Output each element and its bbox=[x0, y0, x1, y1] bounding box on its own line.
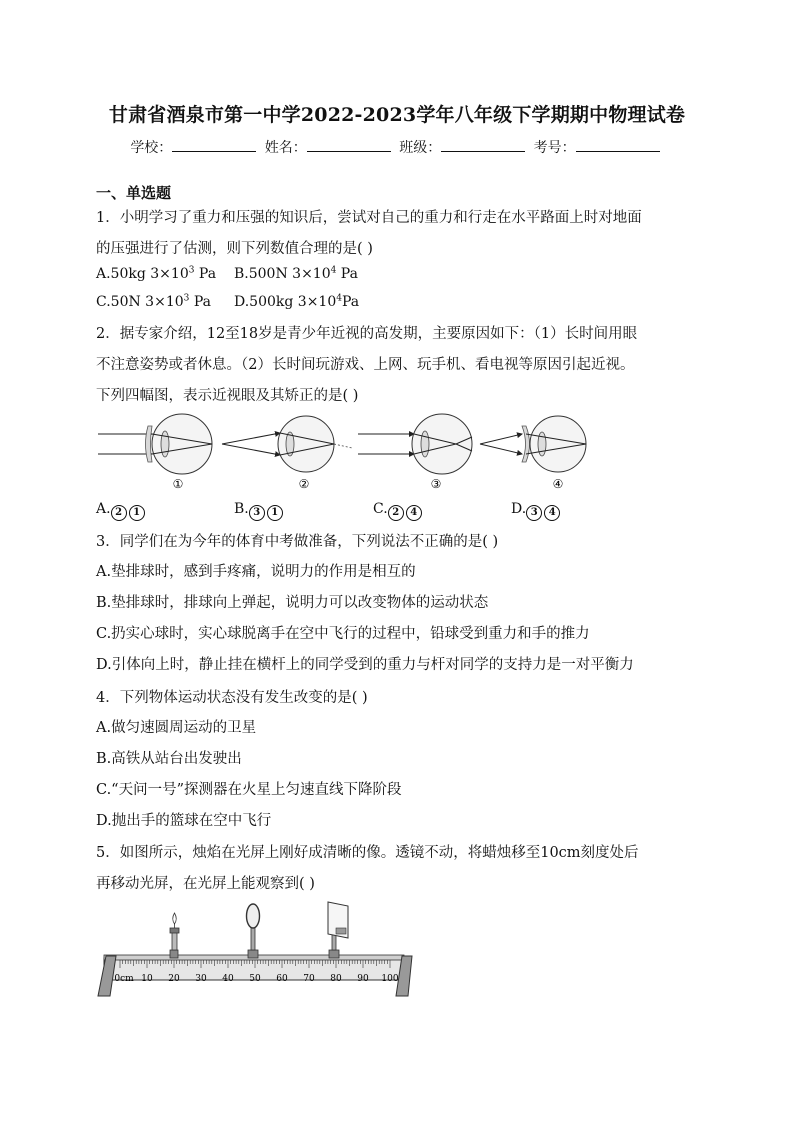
q1-option-a bbox=[96, 266, 216, 282]
name-field[interactable] bbox=[307, 139, 391, 152]
class-label: 班级： bbox=[399, 140, 442, 156]
q3-option-b: B.垫排球时，排球向上弹起，说明力可以改变物体的运动状态 bbox=[96, 595, 489, 611]
ruler-label-10: 10 bbox=[141, 974, 153, 984]
ruler-label-60: 60 bbox=[276, 974, 288, 984]
q1-option-a-exp: 3 bbox=[188, 265, 195, 276]
q1-stem-line1: 1．小明学习了重力和压强的知识后，尝试对自己的重力和行走在水平路面上时对地面 bbox=[96, 210, 642, 226]
q2-option-a-prefix: A. bbox=[96, 501, 111, 517]
eye-label-2: ② bbox=[298, 477, 310, 491]
eye-diagram-3 bbox=[358, 414, 472, 474]
q1-option-d-exp: 4 bbox=[336, 293, 342, 304]
eye-diagram-2 bbox=[222, 416, 352, 472]
q5-stem-line1: 5．如图所示，烛焰在光屏上刚好成清晰的像。透镜不动，将蜡烛移至10cm刻度处后 bbox=[96, 845, 639, 861]
q3-option-d: D.引体向上时，静止挂在横杆上的同学受到的重力与杆对同学的支持力是一对平衡力 bbox=[96, 657, 634, 673]
eye-label-4: ④ bbox=[552, 477, 564, 491]
q1-option-d bbox=[234, 294, 359, 310]
ruler-label-30: 30 bbox=[195, 974, 207, 984]
section-heading: 一、单选题 bbox=[96, 184, 172, 202]
eye-diagrams-figure bbox=[96, 412, 596, 494]
q2-option-a-first: 2 bbox=[111, 505, 127, 521]
ruler-label-90: 90 bbox=[357, 974, 369, 984]
exam-title: 甘肃省酒泉市第一中学2022-2023学年八年级下学期期中物理试卷 bbox=[108, 104, 686, 126]
name-label: 姓名： bbox=[264, 140, 307, 156]
q3-option-a: A.垫排球时，感到手疼痛，说明力的作用是相互的 bbox=[96, 564, 416, 580]
ruler-label-100: 100 bbox=[381, 974, 399, 984]
q1-option-c-text: C.50N 3×10 bbox=[96, 294, 184, 310]
q1-option-d-unit: Pa bbox=[341, 294, 360, 310]
school-field[interactable] bbox=[172, 139, 256, 152]
q4-option-d: D.抛出手的篮球在空中飞行 bbox=[96, 813, 272, 829]
q2-option-c-first: 2 bbox=[388, 505, 404, 521]
exam-number-field[interactable] bbox=[576, 139, 660, 152]
q2-stem-line2: 不注意姿势或者休息。（2）长时间玩游戏、上网、玩手机、看电视等原因引起近视。 bbox=[96, 357, 635, 373]
eye-diagram-1 bbox=[98, 414, 212, 474]
class-field[interactable] bbox=[441, 139, 525, 152]
q2-option-c-second: 4 bbox=[406, 505, 422, 521]
q2-option-d-first: 3 bbox=[526, 505, 542, 521]
q4-option-c: C.“天问一号”探测器在火星上匀速直线下降阶段 bbox=[96, 782, 402, 798]
ruler-label-70: 70 bbox=[303, 974, 315, 984]
q2-option-d bbox=[511, 501, 562, 521]
eye-diagram-4 bbox=[480, 416, 586, 472]
q3-option-c: C.扔实心球时，实心球脱离手在空中飞行的过程中，铅球受到重力和手的推力 bbox=[96, 626, 590, 642]
q2-option-c-prefix: C. bbox=[373, 501, 388, 517]
q1-option-c bbox=[96, 294, 211, 310]
q2-option-b-first: 3 bbox=[249, 505, 265, 521]
q2-option-d-prefix: D. bbox=[511, 501, 527, 517]
ruler-label-20: 20 bbox=[168, 974, 180, 984]
school-label: 学校： bbox=[130, 140, 173, 156]
ruler-label-80: 80 bbox=[330, 974, 342, 984]
q1-option-b-unit: Pa bbox=[336, 266, 358, 282]
q1-option-b-text: B.500N 3×10 bbox=[234, 266, 331, 282]
q2-option-a bbox=[96, 501, 147, 521]
q1-stem-line2: 的压强进行了估测，则下列数值合理的是( ) bbox=[96, 241, 373, 257]
q3-stem: 3．同学们在为今年的体育中考做准备，下列说法不正确的是( ) bbox=[96, 534, 499, 550]
eye-label-3: ③ bbox=[430, 477, 442, 491]
q2-option-b bbox=[234, 501, 285, 521]
q1-option-a-unit: Pa bbox=[194, 266, 217, 282]
ruler-label-40: 40 bbox=[222, 974, 234, 984]
q2-option-c bbox=[373, 501, 424, 521]
q2-option-a-second: 1 bbox=[129, 505, 145, 521]
q2-stem-line3: 下列四幅图，表示近视眼及其矫正的是( ) bbox=[96, 388, 359, 404]
q1-option-c-unit: Pa bbox=[189, 294, 211, 310]
eye-label-1: ① bbox=[172, 477, 184, 491]
q4-option-a: A.做匀速圆周运动的卫星 bbox=[96, 720, 257, 736]
q2-option-b-prefix: B. bbox=[234, 501, 249, 517]
q1-option-c-exp: 3 bbox=[183, 293, 190, 304]
ruler-label-0: 0cm bbox=[114, 974, 134, 984]
q2-option-b-second: 1 bbox=[267, 505, 283, 521]
ruler-label-50: 50 bbox=[249, 974, 261, 984]
q1-option-d-text: D.500kg 3×10 bbox=[234, 294, 337, 310]
q2-option-d-second: 4 bbox=[544, 505, 560, 521]
q4-option-b: B.高铁从站台出发驶出 bbox=[96, 751, 242, 767]
candle bbox=[170, 913, 179, 958]
q1-option-a-text: A.50kg 3×10 bbox=[96, 266, 189, 282]
q1-option-b-exp: 4 bbox=[330, 265, 337, 276]
q2-stem-line1: 2．据专家介绍，12至18岁是青少年近视的高发期，主要原因如下：（1）长时间用眼 bbox=[96, 326, 638, 342]
light-screen bbox=[328, 902, 348, 958]
student-info-line bbox=[0, 137, 794, 157]
convex-lens bbox=[247, 904, 260, 958]
candle-flame bbox=[173, 913, 177, 924]
q4-stem: 4．下列物体运动状态没有发生改变的是( ) bbox=[96, 690, 368, 706]
q1-option-b bbox=[234, 266, 358, 282]
exam-number-label: 考号： bbox=[533, 140, 576, 156]
bench-left-leg bbox=[98, 956, 116, 996]
q5-stem-line2: 再移动光屏，在光屏上能观察到( ) bbox=[96, 876, 315, 892]
optical-bench-figure bbox=[96, 900, 416, 1002]
